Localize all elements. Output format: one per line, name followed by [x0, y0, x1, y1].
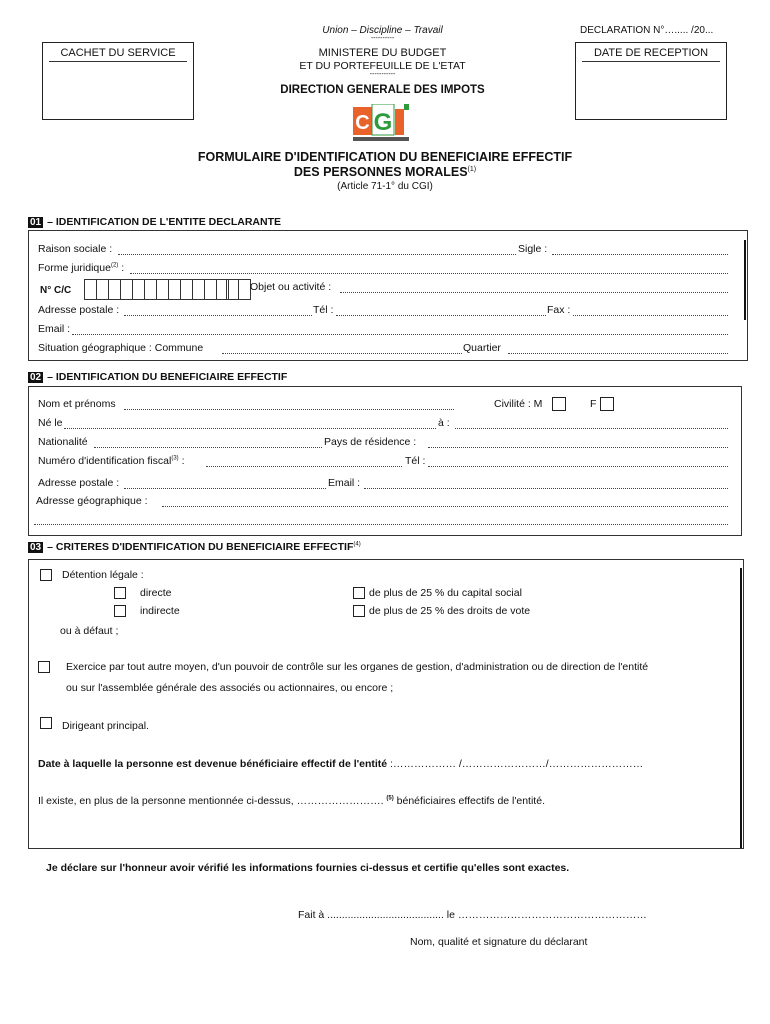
s1-tel-input[interactable] — [336, 315, 546, 316]
civilite-f-checkbox[interactable] — [600, 397, 614, 411]
situation-label: Situation géographique : Commune — [38, 342, 204, 354]
ne-le-label: Né le — [38, 417, 63, 429]
date-beneficiaire-input[interactable]: :……………… /……………………/……………………… — [387, 758, 644, 770]
quartier-input[interactable] — [508, 353, 728, 354]
capital-label: de plus de 25 % du capital social — [369, 587, 522, 599]
lieu-label: à : — [438, 417, 450, 429]
s1-fax-input[interactable] — [573, 315, 728, 316]
s2-email-input[interactable] — [364, 488, 728, 489]
section1-title: 01 – IDENTIFICATION DE L'ENTITE DECLARANTE — [30, 216, 282, 228]
indirecte-label: indirecte — [140, 605, 180, 617]
ne-le-input[interactable] — [64, 428, 436, 429]
nom-label: Nom et prénoms — [38, 398, 116, 410]
objet-input[interactable] — [340, 292, 728, 293]
numero-fiscal-input[interactable] — [206, 466, 402, 467]
fait-a-row[interactable]: Fait à ........................................ le ……………………………………………… — [298, 909, 647, 921]
reception-label: DATE DE RECEPTION — [582, 43, 720, 62]
s1-email-input[interactable] — [72, 334, 728, 335]
ncc-key-cells[interactable] — [226, 279, 251, 300]
s1-email-label: Email : — [38, 323, 71, 335]
ncc-cells[interactable] — [84, 279, 229, 300]
nationalite-input[interactable] — [94, 447, 322, 448]
ou-a-defaut-label: ou à défaut ; — [60, 625, 119, 637]
form-title-line1: FORMULAIRE D'IDENTIFICATION DU BENEFICIAIRE EFFECTIF — [197, 150, 573, 164]
ministry-line2: ET DU PORTEFEUILLE DE L'ETAT — [299, 60, 466, 72]
commune-input[interactable] — [222, 353, 462, 354]
svg-text:G: G — [373, 109, 393, 136]
nationalite-label: Nationalité — [38, 436, 88, 448]
pays-input[interactable] — [428, 447, 728, 448]
raison-sociale-input[interactable] — [118, 254, 516, 255]
civilite-f-label: F — [590, 398, 597, 410]
numero-fiscal-label: Numéro d'identification fiscal$^{(3)}$ : — [38, 455, 185, 467]
signature-label: Nom, qualité et signature du déclarant — [410, 936, 588, 948]
autres-beneficiaires-row: Il existe, en plus de la personne mentionnée ci-dessus, ……………………. $^{(5)}$ bénéficiaires effectifs de l'entité. — [38, 795, 545, 807]
section3-edge — [740, 568, 742, 848]
forme-juridique-input[interactable] — [130, 273, 728, 274]
s1-tel-label: Tél : — [313, 304, 334, 316]
detention-label: Détention légale : — [62, 569, 144, 581]
adresse-geo-input[interactable] — [162, 506, 728, 507]
droits-vote-label: de plus de 25 % des droits de vote — [369, 605, 531, 617]
adresse-geo-label: Adresse géographique : — [36, 495, 148, 507]
date-beneficiaire-row — [38, 758, 643, 770]
s1-adresse-postale-input[interactable] — [124, 315, 312, 316]
forme-juridique-label: Forme juridique$^{(2)}$ : — [38, 262, 125, 274]
civilite-m-checkbox[interactable] — [552, 397, 566, 411]
ncc-label: N° C/C — [40, 285, 72, 296]
cachet-label: CACHET DU SERVICE — [49, 43, 187, 62]
exercice-checkbox[interactable] — [38, 661, 50, 673]
s2-tel-input[interactable] — [428, 466, 728, 467]
s2-email-label: Email : — [328, 477, 361, 489]
section2-title: 02 – IDENTIFICATION DU BENEFICIAIRE EFFECTIF — [30, 371, 288, 383]
nom-input[interactable] — [124, 409, 454, 410]
detention-checkbox[interactable] — [40, 569, 52, 581]
svg-text:C: C — [355, 112, 370, 134]
form-article: (Article 71-1° du CGI) — [337, 181, 433, 192]
declaration-honneur: Je déclare sur l'honneur avoir vérifié les informations fournies ci-dessus et certifie qu'elles sont exactes. — [46, 862, 570, 874]
cgi-logo-icon — [353, 104, 411, 144]
motto: Union – Discipline – Travail — [322, 25, 443, 36]
ministry-line1: MINISTERE DU BUDGET — [318, 47, 447, 59]
s1-fax-label: Fax : — [547, 304, 571, 316]
adresse-geo-input-2[interactable] — [34, 524, 728, 525]
exercice-line2: ou sur l'assemblée générale des associés ou actionnaires, ou encore ; — [66, 682, 394, 694]
dirigeant-checkbox[interactable] — [40, 717, 52, 729]
motto-separator: ---------- — [370, 35, 395, 42]
pays-label: Pays de résidence : — [324, 436, 417, 448]
section3-title: 03 – CRITERES D'IDENTIFICATION DU BENEFICIAIRE EFFECTIF$^{(4)}$ — [30, 541, 361, 553]
s1-adresse-postale-label: Adresse postale : — [38, 304, 120, 316]
objet-label: Objet ou activité : — [250, 281, 332, 293]
raison-sociale-label: Raison sociale : — [38, 243, 113, 255]
droits-vote-checkbox[interactable] — [353, 605, 365, 617]
s2-adresse-postale-input[interactable] — [124, 488, 326, 489]
date-beneficiaire-label: Date à laquelle la personne est devenue bénéficiaire effectif de l'entité — [38, 758, 388, 770]
civilite-label: Civilité : M — [494, 398, 543, 410]
s2-adresse-postale-label: Adresse postale : — [38, 477, 120, 489]
dirigeant-label: Dirigeant principal. — [62, 720, 149, 732]
indirecte-checkbox[interactable] — [114, 605, 126, 617]
s2-tel-label: Tél : — [405, 455, 426, 467]
section1-edge — [744, 240, 746, 320]
cachet-box — [42, 42, 194, 120]
quartier-label: Quartier — [463, 342, 501, 354]
sigle-input[interactable] — [552, 254, 728, 255]
direction-title: DIRECTION GENERALE DES IMPOTS — [280, 84, 485, 96]
ministry-separator: ----------- — [369, 71, 396, 78]
capital-checkbox[interactable] — [353, 587, 365, 599]
exercice-line1: Exercice par tout autre moyen, d'un pouvoir de contrôle sur les organes de gestion, d'administration ou de direction de l'entité — [66, 661, 649, 673]
reception-box — [575, 42, 727, 120]
directe-label: directe — [140, 587, 172, 599]
lieu-input[interactable] — [455, 428, 728, 429]
directe-checkbox[interactable] — [114, 587, 126, 599]
form-title-line2: DES PERSONNES MORALES$^{(1)}$ — [293, 165, 477, 179]
sigle-label: Sigle : — [518, 243, 548, 255]
declaration-number: DECLARATION N°…..... /20... — [580, 25, 714, 36]
